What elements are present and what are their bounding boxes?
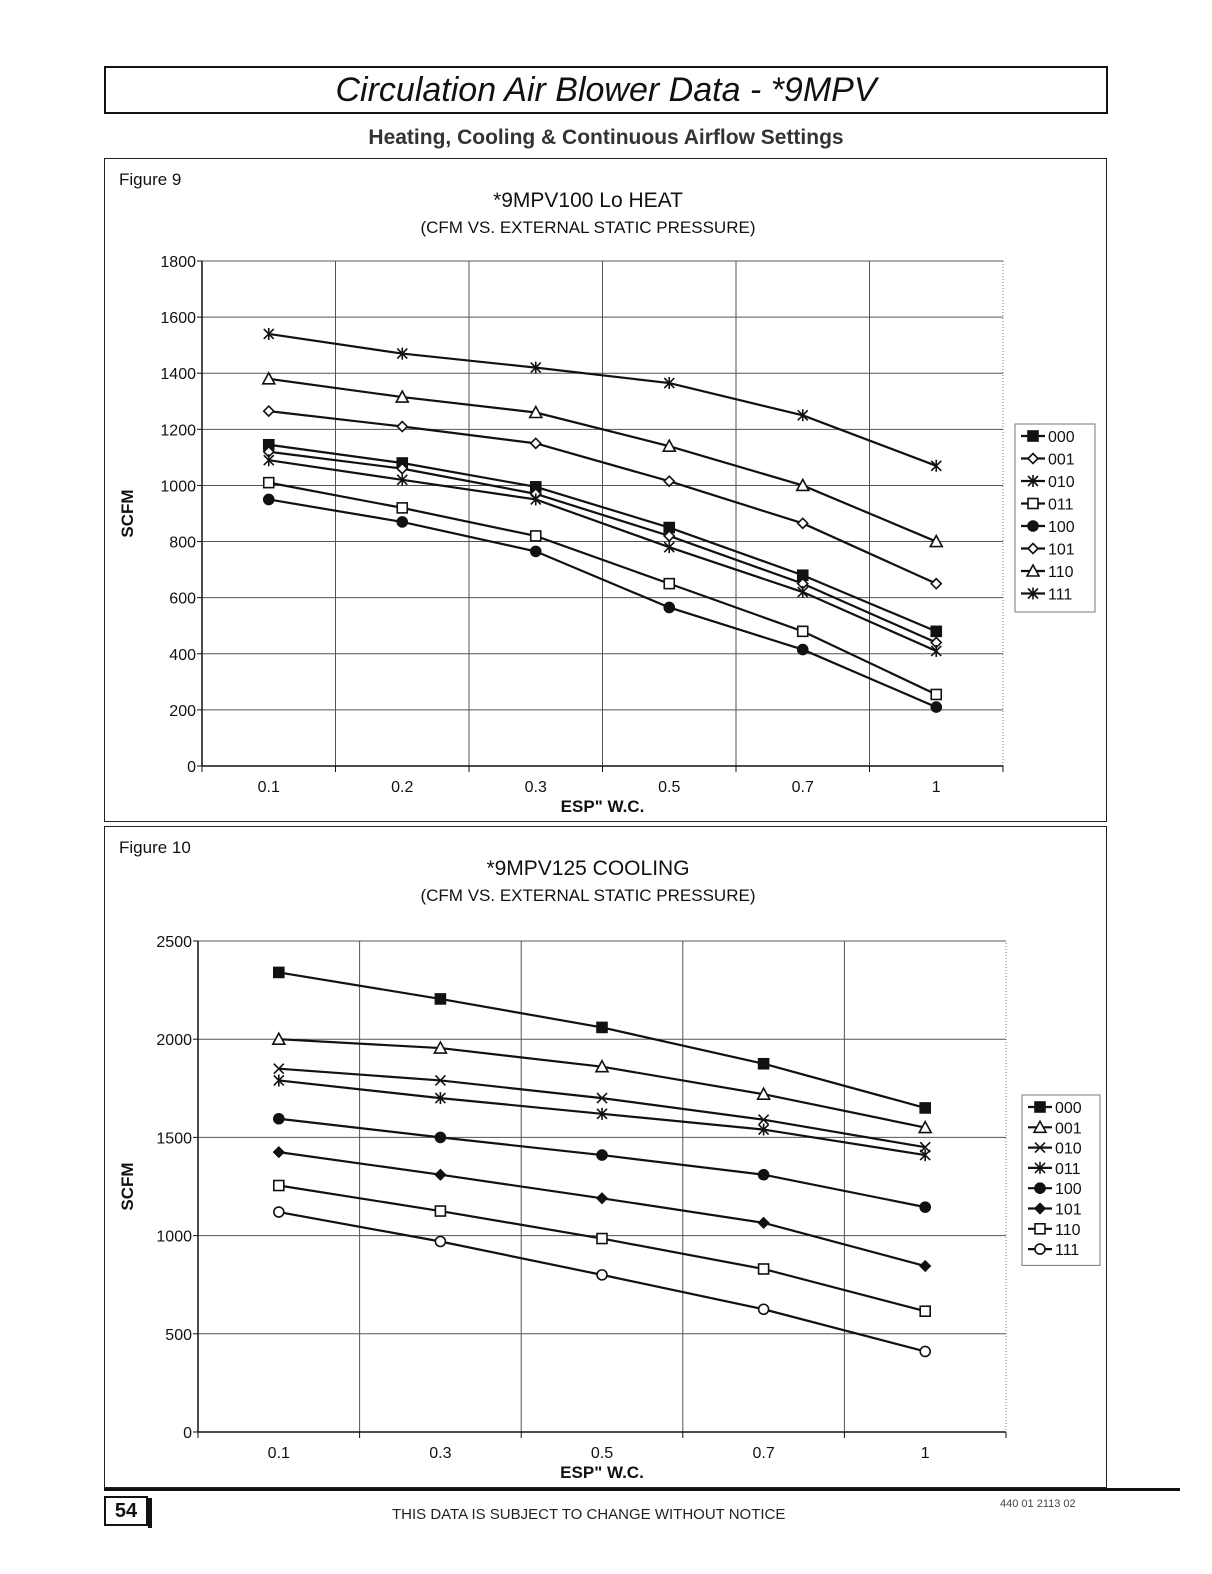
x-axis-label: ESP" W.C.: [560, 1463, 644, 1482]
page-number: 54: [104, 1496, 148, 1526]
figure-10: [104, 826, 1107, 1488]
figure-9-chart: [105, 159, 1108, 823]
data-point: [931, 702, 941, 712]
page-number-shadow: [148, 1498, 152, 1528]
data-point: [798, 518, 808, 528]
legend: [1015, 424, 1095, 612]
data-point: [664, 476, 674, 486]
x-tick-label: 0.1: [257, 779, 280, 796]
doc-number: 440 01 2113 02: [1000, 1498, 1076, 1510]
legend-label: 111: [1055, 1242, 1080, 1260]
chart-subtitle: (CFM VS. EXTERNAL STATIC PRESSURE): [420, 218, 756, 237]
data-point: [759, 1059, 769, 1069]
data-point: [759, 1170, 769, 1180]
y-tick-label: 2000: [156, 1032, 192, 1050]
x-tick-label: 1: [920, 1445, 930, 1462]
page-title: Circulation Air Blower Data - *9MPV: [335, 71, 877, 109]
y-tick-label: 600: [169, 590, 196, 608]
legend-marker: [1028, 431, 1038, 441]
legend-label: 101: [1048, 541, 1075, 559]
data-point: [931, 645, 941, 657]
figure-label: Figure 9: [119, 170, 182, 189]
data-point: [597, 1234, 607, 1244]
data-point: [274, 1147, 284, 1157]
y-axis-label: SCFM: [118, 489, 137, 538]
series-line: [279, 1152, 925, 1266]
y-tick-label: 200: [169, 702, 196, 720]
legend-marker: [1035, 1102, 1045, 1112]
data-point: [920, 1202, 930, 1212]
data-point: [274, 967, 284, 977]
data-point: [397, 422, 407, 432]
legend: [1022, 1095, 1100, 1265]
data-point: [664, 602, 674, 612]
data-point: [798, 626, 808, 636]
x-tick-label: 0.5: [590, 1445, 614, 1462]
data-point: [397, 503, 407, 513]
legend-marker: [1035, 1244, 1045, 1254]
y-tick-label: 800: [169, 534, 196, 552]
data-point: [274, 1181, 284, 1191]
data-point: [435, 1236, 445, 1246]
legend-label: 011: [1048, 496, 1074, 514]
plot-area: [198, 941, 1006, 1432]
legend-label: 111: [1048, 586, 1073, 604]
x-tick-label: 0.3: [429, 1445, 452, 1462]
data-point: [531, 531, 541, 541]
y-tick-label: 1800: [160, 254, 196, 271]
data-point: [798, 645, 808, 655]
chart-title: *9MPV100 Lo HEAT: [493, 189, 683, 212]
series-line: [279, 972, 925, 1108]
series-101: [274, 1147, 930, 1271]
footer-rule: [104, 1488, 1180, 1491]
data-point: [397, 517, 407, 527]
x-tick-label: 0.3: [524, 779, 547, 796]
y-tick-label: 2500: [156, 934, 192, 951]
data-point: [597, 1270, 607, 1280]
y-tick-label: 1200: [160, 422, 196, 440]
footer-note: THIS DATA IS SUBJECT TO CHANGE WITHOUT NOTICE: [392, 1506, 786, 1523]
y-tick-label: 1000: [156, 1228, 192, 1246]
legend-label: 100: [1048, 519, 1075, 536]
data-point: [920, 1346, 930, 1356]
series-011: [274, 1074, 930, 1161]
data-point: [531, 546, 541, 556]
legend-label: 110: [1055, 1221, 1081, 1239]
data-point: [798, 586, 808, 598]
figure-9: [104, 158, 1107, 822]
data-point: [920, 1261, 930, 1271]
data-point: [264, 406, 274, 416]
x-tick-label: 1: [931, 779, 941, 796]
y-tick-label: 0: [183, 1425, 192, 1442]
legend-marker: [1035, 1224, 1045, 1234]
legend-label: 101: [1055, 1201, 1082, 1219]
legend-label: 000: [1055, 1100, 1082, 1117]
figure-label: Figure 10: [119, 838, 191, 857]
data-point: [435, 1132, 445, 1142]
legend-label: 001: [1055, 1120, 1082, 1138]
data-point: [931, 626, 941, 636]
data-point: [920, 1103, 930, 1113]
data-point: [759, 1304, 769, 1314]
x-axis-label: ESP" W.C.: [560, 797, 645, 816]
legend-label: 100: [1055, 1181, 1082, 1199]
data-point: [597, 1193, 607, 1203]
y-tick-label: 1000: [160, 478, 196, 496]
data-point: [274, 1114, 284, 1124]
y-axis-label: SCFM: [118, 1162, 137, 1211]
figure-10-chart: [105, 827, 1108, 1489]
y-tick-label: 0: [187, 759, 196, 776]
data-point: [759, 1264, 769, 1274]
legend-label: 000: [1048, 429, 1075, 446]
data-point: [435, 1170, 445, 1180]
data-point: [664, 541, 674, 553]
y-tick-label: 1600: [160, 310, 196, 328]
data-point: [920, 1306, 930, 1316]
data-point: [931, 689, 941, 699]
legend-label: 001: [1048, 451, 1075, 469]
x-tick-label: 0.7: [752, 1445, 775, 1462]
legend-label: 110: [1048, 564, 1074, 581]
x-tick-label: 0.1: [267, 1445, 290, 1462]
page-subtitle: Heating, Cooling & Continuous Airflow Settings: [368, 126, 844, 149]
x-tick-label: 0.7: [791, 779, 814, 796]
y-tick-label: 1500: [156, 1130, 192, 1148]
legend-label: 010: [1055, 1140, 1082, 1158]
y-tick-label: 500: [165, 1326, 192, 1344]
data-point: [597, 1150, 607, 1160]
grid: [197, 261, 1003, 772]
legend-marker: [1028, 521, 1038, 531]
x-tick-label: 0.5: [658, 779, 681, 796]
data-point: [435, 1206, 445, 1216]
legend-label: 011: [1055, 1160, 1081, 1178]
y-tick-label: 1400: [160, 366, 196, 384]
legend-marker: [1028, 499, 1038, 509]
data-point: [931, 579, 941, 589]
data-point: [264, 494, 274, 504]
data-point: [759, 1218, 769, 1228]
data-point: [435, 994, 445, 1004]
y-tick-label: 400: [169, 646, 196, 664]
legend-label: 010: [1048, 474, 1075, 491]
legend-marker: [1035, 1183, 1045, 1193]
x-tick-label: 0.2: [391, 779, 414, 796]
data-point: [597, 1022, 607, 1032]
data-point: [931, 460, 941, 472]
data-point: [664, 579, 674, 589]
chart-title: *9MPV125 COOLING: [486, 857, 690, 880]
page-title-box: [104, 66, 1108, 114]
chart-subtitle: (CFM VS. EXTERNAL STATIC PRESSURE): [420, 886, 756, 905]
data-point: [531, 438, 541, 448]
data-point: [274, 1207, 284, 1217]
grid: [193, 941, 1006, 1438]
data-point: [264, 478, 274, 488]
